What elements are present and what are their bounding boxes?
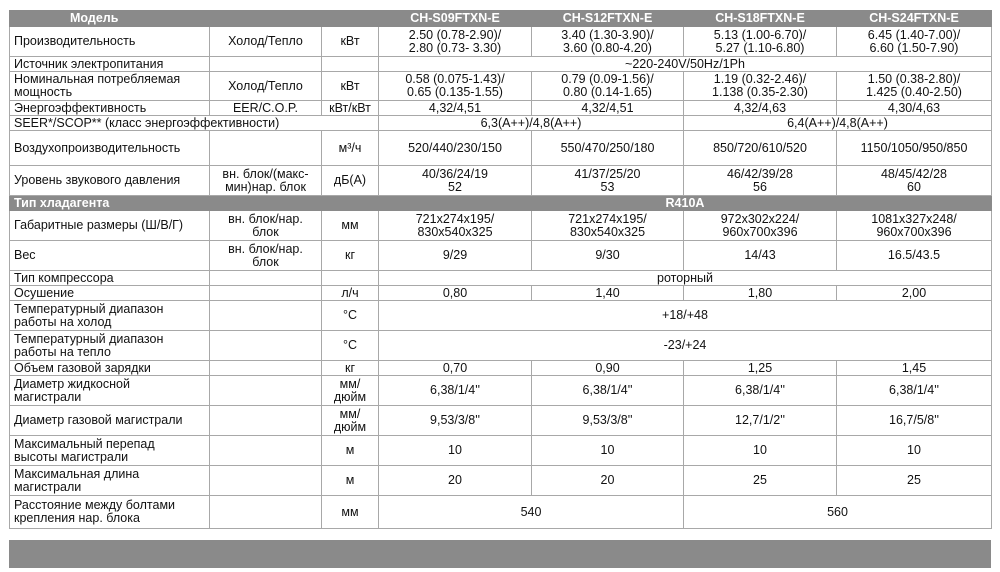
cell: 6,38/1/4'': [379, 376, 532, 406]
model-header: Модель: [10, 11, 379, 27]
cell-line: Температурный диапазон: [14, 331, 164, 346]
cell-line: 0.65 (0.135-1.55): [407, 85, 503, 99]
row-unit: кг: [322, 361, 379, 376]
row-temp-cool: [10, 301, 992, 331]
row-unit: кВт/кВт: [322, 101, 379, 116]
row-power-consumption: [10, 72, 992, 101]
cell-line: 6.60 (1.50-7.90): [869, 40, 959, 55]
model-4: CH-S24FTXN-E: [837, 11, 992, 27]
row-efficiency: [10, 101, 992, 116]
cell: [837, 166, 992, 196]
row-unit: кВт: [322, 27, 379, 57]
cell-line: Диаметр жидкосной: [14, 376, 130, 391]
row-unit: кг: [322, 241, 379, 271]
model-1: CH-S09FTXN-E: [379, 11, 532, 27]
cell: 9,53/3/8'': [379, 406, 532, 436]
cell-line: 2.80 (0.73- 3.30): [408, 40, 502, 55]
spec-table: [9, 10, 992, 529]
row-unit: дБ(А): [322, 166, 379, 196]
cell: 550/470/250/180: [532, 131, 684, 166]
cell-line: Температурный диапазон: [14, 301, 164, 316]
cell-line: магистрали: [14, 479, 82, 494]
row-label: Тип хладагента: [10, 196, 379, 211]
cell: 0,80: [379, 286, 532, 301]
cell: 6,4(A++)/4,8(A++): [684, 116, 992, 131]
row-airflow: [10, 131, 992, 166]
cell: 16.5/43.5: [837, 241, 992, 271]
row-dimensions: [10, 211, 992, 241]
spec-table-container: [9, 10, 991, 566]
row-noise: [10, 166, 992, 196]
cell: 9/29: [379, 241, 532, 271]
row-temp-heat: [10, 331, 992, 361]
row-label: SEER*/SCOP** (класс энергоэффективности): [10, 116, 379, 131]
cell: 9/30: [532, 241, 684, 271]
empty-cell: [210, 466, 322, 496]
cell: [837, 27, 992, 57]
row-sub: [210, 166, 322, 196]
row-unit: л/ч: [322, 286, 379, 301]
cell-line: 5.13 (1.00-6.70)/: [713, 27, 807, 42]
row-sub: Холод/Тепло: [210, 27, 322, 57]
cell-line: 41/37/25/20: [574, 166, 641, 181]
cell: 2,00: [837, 286, 992, 301]
row-unit: мм: [322, 211, 379, 241]
row-label: Энергоэффективность: [10, 101, 210, 116]
cell-line: 721x274x195/: [415, 211, 495, 226]
cell-line: вн. блок/(макс-: [222, 166, 309, 181]
footer-bar: [9, 540, 991, 568]
cell-line: 0.80 (0.14-1.65): [563, 85, 652, 99]
row-seer: [10, 116, 992, 131]
cell: [379, 72, 532, 101]
cell: -23/+24: [379, 331, 992, 361]
cell: [379, 166, 532, 196]
empty-cell: [210, 301, 322, 331]
row-sub: Холод/Тепло: [210, 72, 322, 101]
cell-line: 960x700x396: [876, 224, 952, 239]
row-liquid-diam: [10, 376, 992, 406]
empty-cell: [210, 57, 322, 72]
row-bolt-distance: [10, 496, 992, 529]
cell: 12,7/1/2'': [684, 406, 837, 436]
cell-line: 48/45/42/28: [880, 166, 948, 181]
row-label: Габаритные размеры (Ш/В/Г): [10, 211, 210, 241]
cell: 6,38/1/4'': [532, 376, 684, 406]
cell-line: 1.138 (0.35-2.30): [712, 85, 808, 99]
row-label: Вес: [10, 241, 210, 271]
row-sub: [210, 241, 322, 271]
row-label: [10, 496, 210, 529]
row-max-length: [10, 466, 992, 496]
cell-line: Номинальная потребляемая: [14, 72, 181, 86]
cell: 560: [684, 496, 992, 529]
cell-line: дюйм: [333, 419, 367, 434]
cell-line: 830x540x325: [417, 224, 493, 239]
cell-line: 3.40 (1.30-3.90)/: [561, 27, 654, 42]
cell: 16,7/5/8'': [837, 406, 992, 436]
cell: +18/+48: [379, 301, 992, 331]
cell: [684, 166, 837, 196]
empty-cell: [322, 271, 379, 286]
cell: [684, 27, 837, 57]
cell: 10: [837, 436, 992, 466]
cell: 20: [379, 466, 532, 496]
cell: [379, 211, 532, 241]
row-unit: [322, 376, 379, 406]
cell-line: работы на тепло: [14, 344, 111, 359]
row-label: Воздухопроизводительность: [10, 131, 210, 166]
empty-cell: [210, 131, 322, 166]
cell-line: 960x700x396: [722, 224, 798, 239]
row-gas-diam: [10, 406, 992, 436]
cell-line: Максимальная длина: [14, 466, 140, 481]
cell-line: 972x302x224/: [720, 211, 800, 226]
cell-line: 1.425 (0.40-2.50): [866, 85, 962, 99]
empty-cell: [210, 331, 322, 361]
cell: 25: [684, 466, 837, 496]
cell: 540: [379, 496, 684, 529]
cell-line: мм/: [339, 406, 361, 421]
row-label: [10, 72, 210, 101]
row-unit: м³/ч: [322, 131, 379, 166]
cell-line: крепления нар. блока: [14, 511, 140, 525]
cell-line: 830x540x325: [569, 224, 646, 239]
cell: 1,45: [837, 361, 992, 376]
row-label: Уровень звукового давления: [10, 166, 210, 196]
row-compressor: [10, 271, 992, 286]
cell-line: 56: [753, 179, 767, 194]
model-2: CH-S12FTXN-E: [532, 11, 684, 27]
row-sub: [210, 211, 322, 241]
cell-line: вн. блок/нар.: [228, 211, 303, 226]
cell: ~220-240V/50Hz/1Ph: [379, 57, 992, 72]
header-row: [10, 11, 992, 27]
cell-line: 46/42/39/28: [726, 166, 794, 181]
cell: роторный: [379, 271, 992, 286]
cell-line: 2.50 (0.78-2.90)/: [408, 27, 502, 42]
row-label: [10, 331, 210, 361]
cell-line: 53: [600, 179, 615, 194]
cell-line: мм/: [339, 376, 361, 391]
cell-line: 1081x327x248/: [871, 211, 957, 226]
cell-line: Максимальный перепад: [14, 436, 155, 451]
row-label: [10, 301, 210, 331]
cell-line: мин)нар. блок: [225, 179, 306, 194]
cell-line: 1.19 (0.32-2.46)/: [713, 72, 807, 86]
cell: 9,53/3/8'': [532, 406, 684, 436]
cell: 850/720/610/520: [684, 131, 837, 166]
cell-line: блок: [252, 224, 279, 239]
cell-line: 0.58 (0.075-1.43)/: [405, 72, 505, 86]
row-dehumid: [10, 286, 992, 301]
empty-cell: [210, 376, 322, 406]
empty-cell: [210, 496, 322, 529]
row-unit: [322, 406, 379, 436]
cell-line: 60: [907, 179, 921, 194]
cell-line: 52: [448, 179, 462, 194]
cell: 14/43: [684, 241, 837, 271]
cell-line: дюйм: [333, 389, 367, 404]
cell: 10: [684, 436, 837, 466]
cell: [532, 166, 684, 196]
row-weight: [10, 241, 992, 271]
cell: 0,90: [532, 361, 684, 376]
row-label: Производительность: [10, 27, 210, 57]
cell: 1,25: [684, 361, 837, 376]
row-gas-charge: [10, 361, 992, 376]
row-unit: °C: [322, 301, 379, 331]
cell: [532, 27, 684, 57]
cell-line: 721x274x195/: [568, 211, 647, 226]
row-label: [10, 436, 210, 466]
row-unit: мм: [322, 496, 379, 529]
cell-line: вн. блок/нар.: [228, 241, 303, 256]
cell-line: 3.60 (0.80-4.20): [563, 40, 652, 55]
empty-cell: [210, 361, 322, 376]
cell: 6,3(A++)/4,8(A++): [379, 116, 684, 131]
cell: 4,32/4,51: [532, 101, 684, 116]
cell: [837, 211, 992, 241]
cell: 4,30/4,63: [837, 101, 992, 116]
cell-line: 5.27 (1.10-6.80): [715, 40, 805, 55]
cell-line: Расстояние между болтами: [14, 498, 176, 512]
cell: 25: [837, 466, 992, 496]
cell-line: магистрали: [14, 389, 82, 404]
cell: 4,32/4,51: [379, 101, 532, 116]
cell-line: блок: [252, 254, 279, 269]
cell: [532, 72, 684, 101]
cell: R410A: [379, 196, 992, 211]
row-label: Диаметр газовой магистрали: [10, 406, 210, 436]
model-3: CH-S18FTXN-E: [684, 11, 837, 27]
row-refrigerant: [10, 196, 992, 211]
cell-line: высоты магистрали: [14, 449, 129, 464]
cell: 4,32/4,63: [684, 101, 837, 116]
cell: [379, 27, 532, 57]
row-label: Источник электропитания: [10, 57, 210, 72]
row-sub: EER/C.O.P.: [210, 101, 322, 116]
empty-cell: [210, 406, 322, 436]
cell-line: мощность: [14, 85, 73, 99]
row-capacity: [10, 27, 992, 57]
row-unit: м: [322, 436, 379, 466]
cell: 520/440/230/150: [379, 131, 532, 166]
row-label: [10, 466, 210, 496]
cell: 1,40: [532, 286, 684, 301]
cell-line: 40/36/24/19: [421, 166, 489, 181]
cell: [684, 211, 837, 241]
row-unit: °C: [322, 331, 379, 361]
cell: 6,38/1/4'': [684, 376, 837, 406]
cell: 6,38/1/4'': [837, 376, 992, 406]
cell: 0,70: [379, 361, 532, 376]
cell-line: 1.50 (0.38-2.80)/: [867, 72, 961, 86]
empty-cell: [210, 271, 322, 286]
cell: 1150/1050/950/850: [837, 131, 992, 166]
row-unit: кВт: [322, 72, 379, 101]
cell: [837, 72, 992, 101]
row-label: Осушение: [10, 286, 210, 301]
empty-cell: [210, 286, 322, 301]
row-power-supply: [10, 57, 992, 72]
cell: [532, 211, 684, 241]
cell: 20: [532, 466, 684, 496]
cell: 1,80: [684, 286, 837, 301]
row-max-height: [10, 436, 992, 466]
cell: [684, 72, 837, 101]
empty-cell: [210, 436, 322, 466]
empty-cell: [322, 57, 379, 72]
row-unit: м: [322, 466, 379, 496]
cell: 10: [532, 436, 684, 466]
cell-line: 0.79 (0.09-1.56)/: [561, 72, 654, 86]
row-label: [10, 376, 210, 406]
cell-line: работы на холод: [14, 314, 112, 329]
cell: 10: [379, 436, 532, 466]
cell-line: 6.45 (1.40-7.00)/: [867, 27, 961, 42]
row-label: Тип компрессора: [10, 271, 210, 286]
row-label: Объем газовой зарядки: [10, 361, 210, 376]
